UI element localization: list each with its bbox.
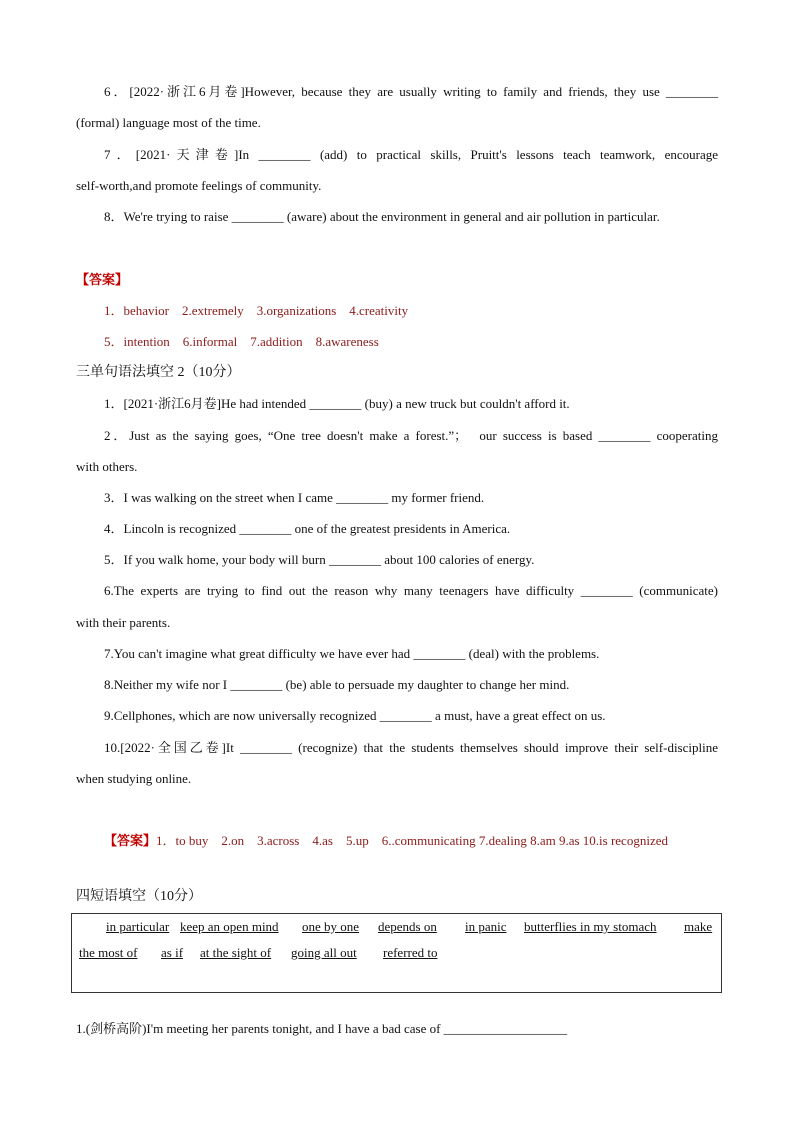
question-2-cont: with others. [76,459,138,474]
phrase-item: in particular [106,919,170,934]
question-1: 1.(剑桥高阶)I'm meeting her parents tonight, and I have a bad case of ___________________ [76,1021,568,1036]
question-10: 10.[2022·全国乙卷]It ________ (recognize) that the students themselves should improve their self-discipline [104,740,718,755]
question-6: 6．[2022·浙江6月卷]However, because they are usually writing to family and friends, they use ________ [104,84,718,99]
question-10-cont: when studying online. [76,771,192,786]
phrase-item: make [684,919,713,934]
phrase-item: in panic [465,919,507,934]
question-9: 9.Cellphones, which are now universally recognized ________ a must, have a great effect on us. [104,708,606,723]
question-4: 4．Lincoln is recognized ________ one of the greatest presidents in America. [104,521,511,536]
phrase-item: keep an open mind [180,919,279,934]
answer-text: 1．to buy 2.on 3.across 4.as 5.up 6..communicating 7.dealing 8.am 9.as 10.is recognized [156,833,668,848]
question-6-cont: (formal) language most of the time. [76,115,261,130]
phrase-item: depends on [378,919,437,934]
answer-row: 5．intention 6.informal 7.addition 8.awareness [104,334,379,349]
question-3: 3．I was walking on the street when I came ________ my former friend. [104,490,485,505]
phrase-item: the most of [79,945,138,960]
phrase-item: going all out [291,945,357,960]
question-6-cont: with their parents. [76,615,171,630]
question-7: 7.You can't imagine what great difficulty we have ever had ________ (deal) with the problems. [104,646,600,661]
answer-row: 1．behavior 2.extremely 3.organizations 4.creativity [104,303,409,318]
question-1: 1．[2021·浙江6月卷]He had intended ________ (buy) a new truck but couldn't afford it. [104,396,570,411]
phrase-item: at the sight of [200,945,272,960]
question-8: 8．We're trying to raise ________ (aware) about the environment in general and air pollution in particular. [104,209,660,224]
phrase-item: one by one [302,919,360,934]
answer-label: 【答案】 [76,272,129,287]
question-5: 5．If you walk home, your body will burn ________ about 100 calories of energy. [104,552,535,567]
question-2: 2．Just as the saying goes, “One tree doesn't make a forest.”； our success is based ________ cooperating [104,428,718,443]
phrase-item: referred to [383,945,438,960]
answer-label: 【答案】 [104,833,157,848]
question-6: 6.The experts are trying to find out the reason why many teenagers have difficulty ________ (communicate) [104,583,718,598]
question-7: 7．[2021·天津卷]In ________ (add) to practical skills, Pruitt's lessons teach teamwork, encourage [104,147,718,162]
section-title: 四短语填空（10分） [76,889,202,904]
question-8: 8.Neither my wife nor I ________ (be) able to persuade my daughter to change her mind. [104,677,570,692]
phrase-item: butterflies in my stomach [524,919,657,934]
phrase-item: as if [161,945,184,960]
question-7-cont: self-worth,and promote feelings of community. [76,178,322,193]
section-title: 三单句语法填空 2（10分） [76,365,241,380]
answer-line [104,832,668,850]
